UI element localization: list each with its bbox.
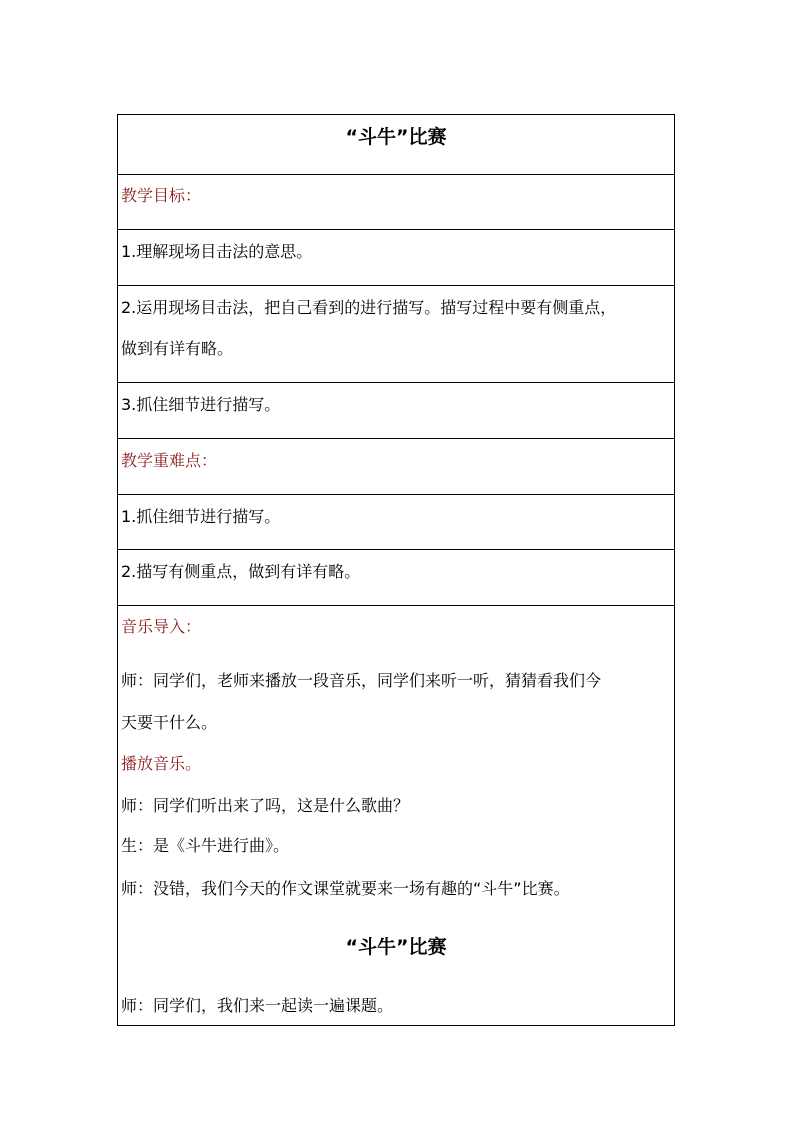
goals-label-row [118,175,674,230]
section-title: “斗牛”比赛 [345,936,447,958]
focus-2: 2.描写有侧重点，做到有详有略。 [121,562,361,581]
teacher-line-1b: 天要干什么。 [121,713,218,732]
focus-label-row [118,439,674,495]
teacher-line-4: 师：同学们，我们来一起读一遍课题。 [121,996,394,1015]
focus-1: 1.抓住细节进行描写。 [121,507,281,526]
goal-row-2 [118,286,674,383]
title-row [118,115,674,175]
goal-2-line-1: 2.运用现场目击法，把自己看到的进行描写。描写过程中要有侧重点， [121,298,617,317]
focus-label: 教学重难点： [121,451,218,470]
goal-row-1 [118,230,674,286]
student-line-1: 生：是《斗牛进行曲》。 [121,836,290,855]
goal-2-line-2: 做到有详有略。 [121,339,234,358]
teacher-line-1a: 师：同学们，老师来播放一段音乐，同学们来听一听，猜猜看我们今 [121,671,602,690]
teaching-process-cell [118,606,674,1025]
teacher-line-2: 师：同学们听出来了吗，这是什么歌曲？ [121,796,410,815]
goal-row-3 [118,383,674,439]
lesson-plan-table [117,114,675,1026]
play-music: 播放音乐。 [121,754,202,773]
teacher-line-3: 师：没错，我们今天的作文课堂就要来一场有趣的“斗牛”比赛。 [121,879,570,898]
goal-1: 1.理解现场目击法的意思。 [121,242,313,261]
goals-label: 教学目标： [121,186,202,205]
intro-label: 音乐导入： [121,617,202,636]
focus-row-2 [118,550,674,606]
focus-row-1 [118,495,674,550]
lesson-title: “斗牛”比赛 [345,126,447,148]
goal-3: 3.抓住细节进行描写。 [121,395,281,414]
